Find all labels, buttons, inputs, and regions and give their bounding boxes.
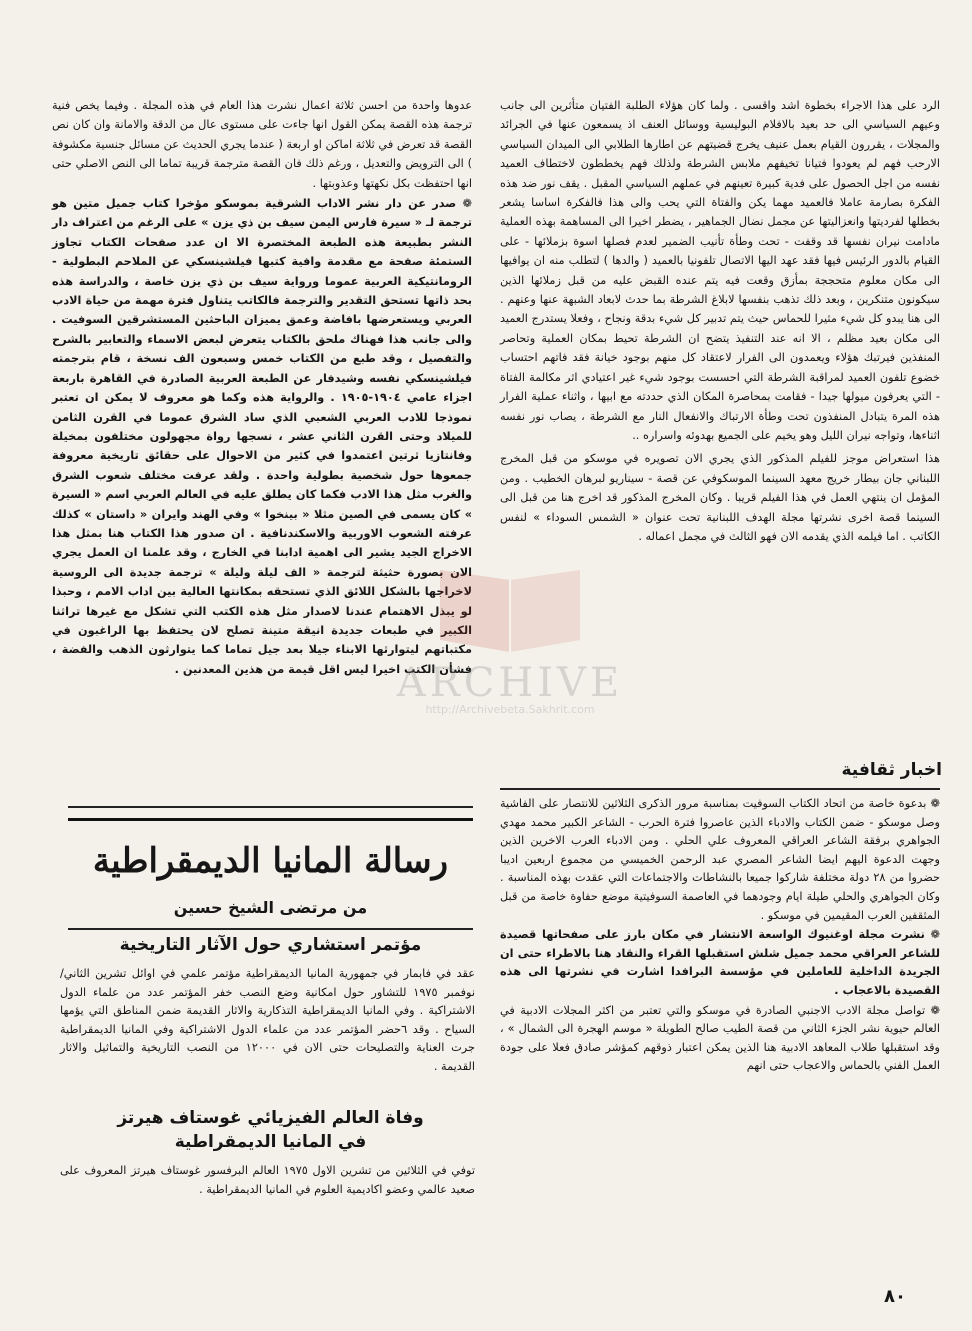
page-number: ٨٠ <box>884 1286 906 1307</box>
film-review-paragraph-2: هذا استعراض موجز للفيلم المذكور الذي يجري الان تصويره في موسكو من قبل المخرج اللبناني جان بيطار خريج معهد السينما الموسكوفي عن قصة - سيناريو لبرهان الخطيب . ومن المؤمل ان ينتهي العمل في هذا الفيلم قريبا . وكان المخرج المذكور قد اخرج هنا من قبل الى السينما قصة اخرى نشرتها مجلة الهدف اللبنانية تحت عنوان « الشمس السوداء » لنفس الكاتب . اما فيلمه الذي يقدمه الان فهو الثالث في مجمل اعماله . <box>500 452 940 543</box>
left-column-article <box>52 96 472 680</box>
author-divider <box>68 928 473 930</box>
cultural-news-title: اخبار ثقافية <box>841 760 942 780</box>
book-release-paragraph: ❁ صدر عن دار نشر الاداب الشرقية بموسكو مؤخرا كتاب جميل متين هو ترجمة لـ « سيرة فارس اليمن سيف بن ذي يزن » على الرغم من اعتراف دار النشر بطبيعة هذه الطبعة المختصرة الا ان عدد صفحات الكتاب تجاوز الستمئة صفحة مع مقدمة وافية كتبها فيلشينسكي عن الملاحم البطولية - الرومانتيكية العربية عموما ورواية سيف بن ذي يزن خاصة ، والدراسة هذه بحد ذاتها تستحق التقدير والترجمة فالكاتب يتناول فترة مهمة من حياة الادب العربي ويستعرضها بافاضة وعمق يميزان الباحثين المستشرقين السوفيت . والى جانب هذا فهناك ملحق بالكتاب يتعرض لبعض الاسماء والتعابير بالشرح والتفصيل ، وقد طبع من الكتاب خمس وسبعون الف نسخة ، قام بترجمته فيلشينسكي نفسه وشيدفار عن الطبعة العربية الصادرة في القاهرة باربعة اجزاء عامي ١٩٠٤-١٩٠٥ . والرواية هذه وكما هو معروف لا يمكن ان تعتبر نموذجا للادب العربي الشعبي الذي ساد الشرق عموما في القرن الثامن للميلاد وحتى القرن الثاني عشر ، نسجها رواة مجهولون مختلفون بمخيلة وفانتازيا ثرتين اعتمدوا في كثير من الاحوال على حقائق تاريخية معروفة جمعوها حول شخصية بطولية واحدة . ولقد عرفت مختلف شعوب الشرق والغرب مثل هذا الادب فكما كان يطلق عليه في العالم العربي اسم « السيرة » كان يسمى في الصين مثلا « بينخوا » وفي الهند وايران « داستان » كذلك عرفته الشعوب الاوربية والاسكندنافية . ان صدور هذا الكتاب هنا بمثل هذا الاخراج الجيد يشير الى اهمية ادابنا في الخارج ، وقد علمنا ان العمل يجري الان بصورة حثيثة لترجمة « الف ليلة وليلة » ترجمة جديدة الى الروسية لاخراجها بالشكل اللائق الذي تستحقه بمكانتها العالية بين اداب الامم ، وحبذا لو يبذل الاهتمام عندنا لاصدار مثل هذه الكتب التي تشكل مع غيرها تراثنا الكبير في طبعات جديدة انيقة متينة تصلح لان يحتفظ بها الراغبون في مكتباتهم ليتوارثها الابناء جيلا بعد جيل تماما كما يتوارثون الذهب والفضة ، فشأن الكتب اخيرا ليس اقل قيمة من هذين المعدنين . <box>52 197 472 676</box>
left-divider <box>68 806 473 808</box>
cultural-news-column <box>500 795 940 1077</box>
right-column-article <box>500 96 940 547</box>
news-item-foreign-literature: ❁ تواصل مجلة الادب الاجنبي الصادرة في موسكو والتي تعتبر من اكثر المجلات الادبية في العالم حيوية نشر الجزء الثاني من قصة الطيب صالح الطويلة « موسم الهجرة الى الشمال » ، وقد استقبلها طلاب المعاهد الادبية هنا الذين يمكن اعتبار ذوقهم كمؤشر صادق فعلا على جودة العمل الفني بالحماس والاعجاب حتى انهم <box>500 1003 940 1073</box>
gdr-letter-banner: رسالة المانيا الديمقراطية <box>68 818 473 901</box>
film-review-paragraph-1: الرد على هذا الاجراء بخطوة اشد واقسى . ولما كان هؤلاء الطلبة الفتيان متأثرين الى جانب وعيهم السياسي الى حد بعيد بالافلام البوليسية ووسائل العنف اذ يسمعون عنها في الجرائد والمجلات ، يقررون القيام بعمل عنيف يخرج قضيتهم عن اطارها الطلابي الى الميدان السياسي الارحب فهم لم يعودوا فتيانا تخيفهم ملابس الشرطة ولذلك فهم يخططون لاختطاف العميد نفسه من اجل الحصول على فدية كبيرة تعينهم في عملهم السياسي المقبل . يقف نور ضد هذه الفكرة بصارمة عاملا فالعميد مهما يكن والفتاة التي يحب والى هذا فالفكرة اساسا يشعر بخطلها لفرديتها وانعزاليتها عن مجمل نضال الجماهير ، يضطر اخيرا الى المساهمة بهذه العملية مادامت نيران نفسها قد وقفت - تحت وطأة تأنيب الضمير لعدم فصلها اسوة بزملائها - على القيام بالدور الرئيس فيها فقد عهد اليها الاتصال تلفونيا بالعميد ( والدها ) لتطلب منه ان يوافيها الى مكان معلوم متحججة بمأزق وقعت فيه يتم عنده القبض عليه من قبل زملائها الذين سيكونون متنكرين ، وبعد ذلك تذهب بنفسها لابلاغ الشرطة بما حدث لابعاد الشبهة عنها وعنهم . الى هنا يبدو كل شيء مثيرا للحماس حيث يتم تدبير كل شيء بدقة ونجاح ، وفعلا يستدرج العميد الى مكان بعيد مظلم ، الا انه عند التنفيذ يتضح ان الشرطة تحيط بمكان العملية وتحاصر المنفذين فيرتبك هؤلاء ويعمدون الى الفرار لاعتقاد كل منهم بوجود خيانة فقد فاتهم احتساب خضوع تلفون العميد لمراقبة الشرطة التي احسست بوجود شيء غير اعتيادي اثر مكالمة الفتاة - التي يعرفون ميولها جيدا - فقامت بمحاصرة المكان الذي حددته مع ابيها ، واثناء عملية الفرار هذه المرة يتبادل المنفذون تحت وطأة الارتباك والانفعال النار مع الشرطة ، يصاب نور نفسه اثناءها، وتواجه نيران الليل وهو يخيم على الجميع بهدوئه واسراره .. <box>500 99 940 442</box>
story-translation-paragraph: عدوها واحدة من احسن ثلاثة اعمال نشرت هذا العام في هذه المجلة . وفيما يخص فنية ترجمة هذه القصة يمكن القول انها جاءت على مستوى عال من الدقة والامانة وان كان نص القصة قد تعرض في ثلاثة اماكن او اربعة ( عندما يجري الحديث عن مسائل جنسية مكشوفة ) الى الترويض والتعديل ، ورغم ذلك فان القصة مترجمة قريبة تماما الى النص الاصلي حتى انها احتفظت بكل نكهتها وعذوبتها . <box>52 99 472 190</box>
cultural-news-divider <box>500 788 940 790</box>
article1-body: عقد في فابمار في جمهورية المانيا الديمقراطية مؤتمر علمي في اوائل تشرين الثاني/نوفمبر ١٩٧٥ للتشاور حول امكانية وضع النصب خفر المؤتمر عدد من علماء الدول الاشتراكية . وفي المانيا الديمقراطية التذكارية والاثار القديمة ضمن المناطق التي يؤمها السياح . وقد ٦حضر المؤتمر عدد من علماء الدول الاشتراكية وفي المانيا الديمقراطية جرت العناية والتصليحات حتى الان في ١٢٠٠٠ من النصب التاريخية والتماثيل والاثار القديمة . <box>60 967 476 1073</box>
article2-body: توفي في الثلاثين من تشرين الاول ١٩٧٥ العالم البرفسور غوستاف هيرتز المعروف على صعيد عالمي وعضو اكاديمية العلوم في المانيا الديمقراطية . <box>60 1164 475 1196</box>
watermark-url: http://Archivebeta.Sakhrit.com <box>425 703 595 716</box>
article2-title-line2: في المانيا الديمقراطية <box>174 1132 367 1152</box>
article2-title-line1: وفاة العالم الفيزيائي غوستاف هيرتز <box>117 1108 424 1128</box>
letter-author: من مرتضى الشيخ حسين <box>173 898 368 917</box>
news-item-ogonyok: ❁ نشرت مجلة اوغنيوك الواسعة الانتشار في مكان بارز على صفحاتها قصيدة للشاعر العراقي محمد جميل شلش استقبلها القراء والنقاد هنا بالاطراء حتى ان الجريدة الداخلية للعاملين في مؤسسة البرافدا اشارت في نشرتها الى هذه القصيدة بالاعجاب . <box>500 928 940 997</box>
watermark-text: ARCHIVE <box>396 660 624 706</box>
news-item-jawahiri: ❁ بدعوة خاصة من اتحاد الكتاب السوفيت بمناسبة مرور الذكرى الثلاثين للانتصار على الفاشية وصل موسكو - ضمن الكتاب والادباء الذين عاصروا فترة الحرب - الشاعر الكبير محمد مهدي الجواهري برفقة الشاعر العراقي المعروف علي الحلي . ومن الادباء العرب الاخرين الذين وجهت الدعوة اليهم ايضا الشاعر المصري عبد الرحمن الخميسي من مجموع اربعين اديبا حضروا من ٢٨ دولة مختلفة شاركوا جميعا بالنشاطات والاجتماعات التي عقدت بهذه المناسبة . وكان الجواهري والحلي طيلة ايام وجودهما في العاصمة السوفيتية موضع حفاوة خاصة من قبل المثقفين العرب المقيمين في موسكو . <box>500 797 940 922</box>
article1-title: مؤتمر استشاري حول الآثار التاريخية <box>119 935 422 955</box>
